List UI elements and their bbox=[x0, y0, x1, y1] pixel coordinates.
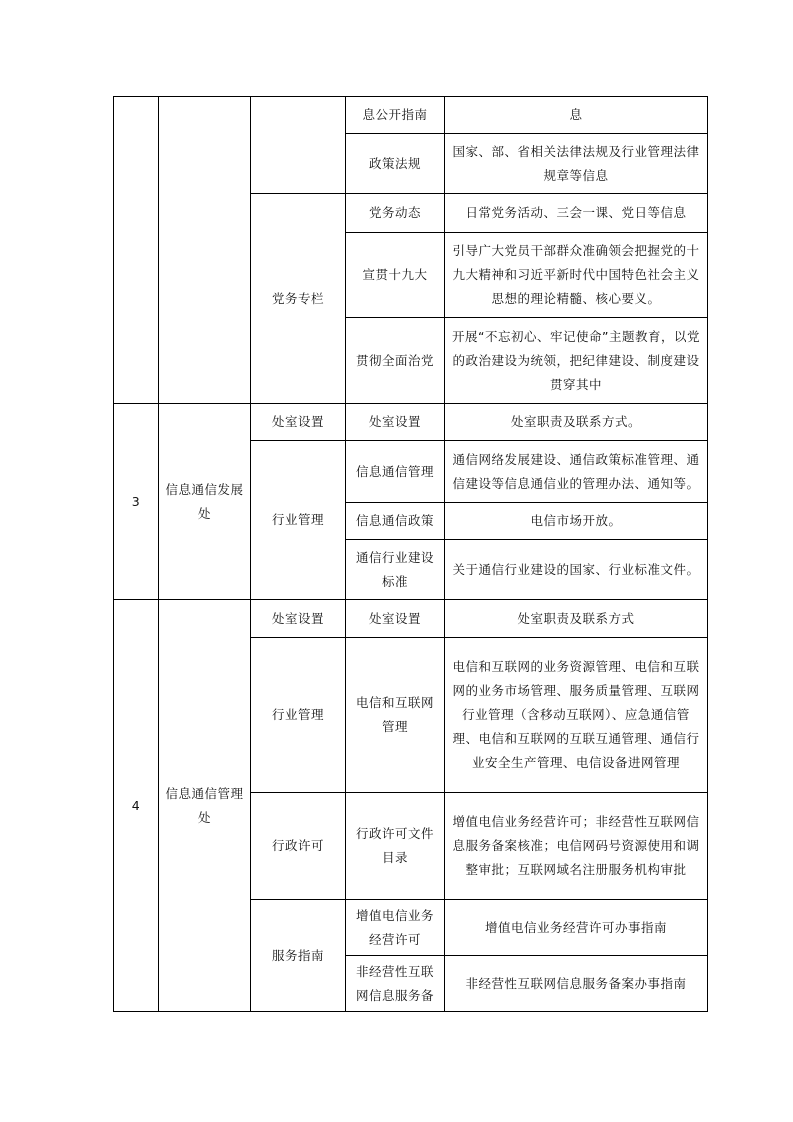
department-cell bbox=[159, 97, 251, 404]
category-cell: 党务专栏 bbox=[251, 194, 346, 404]
table-row bbox=[114, 97, 708, 134]
category-cell bbox=[251, 97, 346, 194]
department-cell: 信息通信管理处 bbox=[159, 600, 251, 1012]
content-cell: 通信网络发展建设、通信政策标准管理、通信建设等信息通信业的管理办法、通知等。 bbox=[445, 441, 708, 503]
item-cell: 党务动态 bbox=[346, 194, 445, 233]
row-number-cell: 3 bbox=[114, 404, 159, 600]
table-row bbox=[114, 404, 708, 441]
content-cell: 非经营性互联网信息服务备案办事指南 bbox=[445, 956, 708, 1012]
item-cell: 通信行业建设标准 bbox=[346, 540, 445, 600]
item-cell: 政策法规 bbox=[346, 134, 445, 194]
item-cell: 非经营性互联网信息服务备 bbox=[346, 956, 445, 1012]
info-disclosure-table bbox=[113, 96, 708, 1012]
content-cell: 国家、部、省相关法律法规及行业管理法律规章等信息 bbox=[445, 134, 708, 194]
item-cell: 电信和互联网管理 bbox=[346, 638, 445, 793]
content-cell: 电信和互联网的业务资源管理、电信和互联网的业务市场管理、服务质量管理、互联网行业管理（含移动互联网）、应急通信管理、电信和互联网的互联互通管理、通信行业安全生产管理、电信设备进网管理 bbox=[445, 638, 708, 793]
category-cell: 行业管理 bbox=[251, 638, 346, 793]
content-cell: 开展“不忘初心、牢记使命”主题教育，以党的政治建设为统领，把纪律建设、制度建设贯穿其中 bbox=[445, 318, 708, 404]
row-number-cell bbox=[114, 97, 159, 404]
category-cell: 处室设置 bbox=[251, 600, 346, 638]
content-cell: 处室职责及联系方式。 bbox=[445, 404, 708, 441]
item-cell: 信息通信管理 bbox=[346, 441, 445, 503]
content-cell: 电信市场开放。 bbox=[445, 503, 708, 540]
department-cell: 信息通信发展处 bbox=[159, 404, 251, 600]
item-cell: 处室设置 bbox=[346, 600, 445, 638]
item-cell: 处室设置 bbox=[346, 404, 445, 441]
content-cell: 增值电信业务经营许可办事指南 bbox=[445, 900, 708, 956]
content-cell: 增值电信业务经营许可；非经营性互联网信息服务备案核准；电信网码号资源使用和调整审批；互联网域名注册服务机构审批 bbox=[445, 793, 708, 900]
category-cell: 处室设置 bbox=[251, 404, 346, 441]
item-cell: 息公开指南 bbox=[346, 97, 445, 134]
table-row bbox=[114, 600, 708, 638]
content-cell: 日常党务活动、三会一课、党日等信息 bbox=[445, 194, 708, 233]
content-cell: 处室职责及联系方式 bbox=[445, 600, 708, 638]
row-number-cell: 4 bbox=[114, 600, 159, 1012]
content-cell: 关于通信行业建设的国家、行业标准文件。 bbox=[445, 540, 708, 600]
category-cell: 行政许可 bbox=[251, 793, 346, 900]
content-cell: 引导广大党员干部群众准确领会把握党的十九大精神和习近平新时代中国特色社会主义思想的理论精髓、核心要义。 bbox=[445, 233, 708, 318]
item-cell: 信息通信政策 bbox=[346, 503, 445, 540]
item-cell: 宣贯十九大 bbox=[346, 233, 445, 318]
item-cell: 增值电信业务经营许可 bbox=[346, 900, 445, 956]
item-cell: 行政许可文件目录 bbox=[346, 793, 445, 900]
item-cell: 贯彻全面治党 bbox=[346, 318, 445, 404]
category-cell: 服务指南 bbox=[251, 900, 346, 1012]
content-cell: 息 bbox=[445, 97, 708, 134]
category-cell: 行业管理 bbox=[251, 441, 346, 600]
